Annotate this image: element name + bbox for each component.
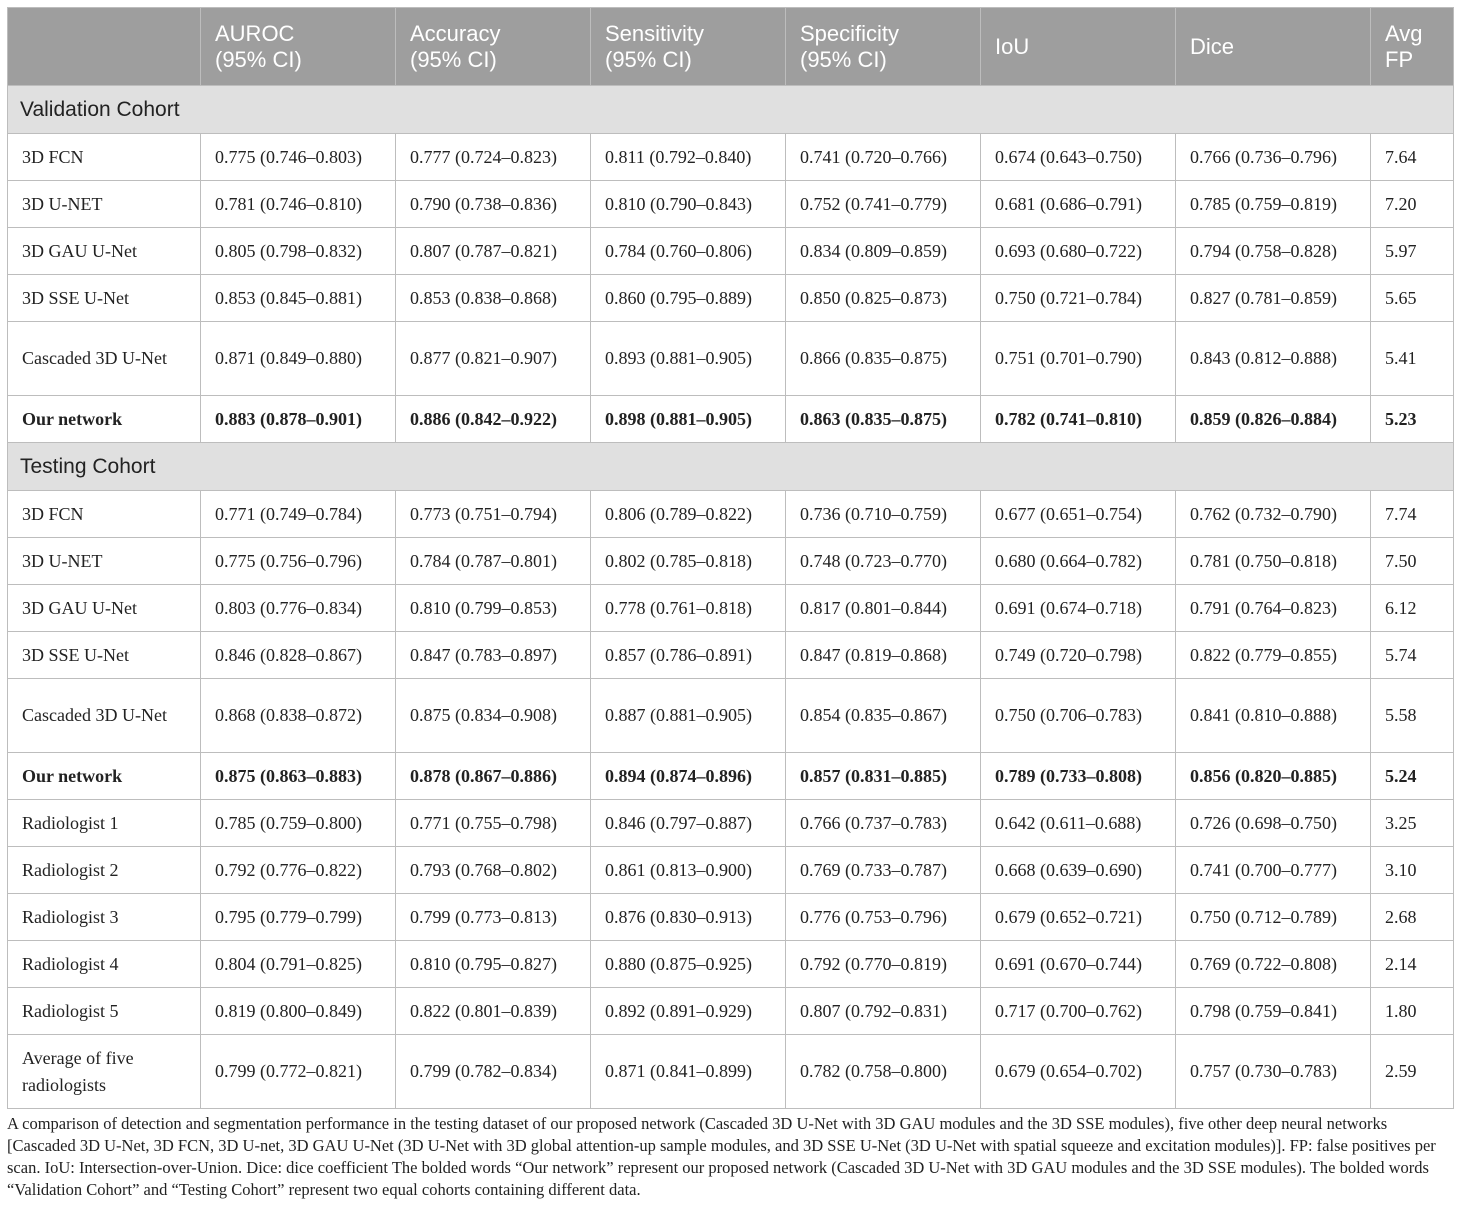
value-cell: 0.741 (0.720–0.766) [786,134,981,181]
value-cell: 0.782 (0.758–0.800) [786,1035,981,1109]
table-row [8,632,1454,679]
value-cell: 5.58 [1371,679,1454,753]
value-cell: 0.793 (0.768–0.802) [396,847,591,894]
value-cell: 0.751 (0.701–0.790) [981,322,1176,396]
value-cell: 0.819 (0.800–0.849) [201,988,396,1035]
value-cell: 0.752 (0.741–0.779) [786,181,981,228]
value-cell: 0.827 (0.781–0.859) [1176,275,1371,322]
method-cell: Average of five radiologists [8,1035,201,1109]
value-cell: 0.804 (0.791–0.825) [201,941,396,988]
value-cell: 0.777 (0.724–0.823) [396,134,591,181]
method-cell: Radiologist 4 [8,941,201,988]
value-cell: 0.810 (0.795–0.827) [396,941,591,988]
value-cell: 0.748 (0.723–0.770) [786,538,981,585]
value-cell: 0.834 (0.809–0.859) [786,228,981,275]
value-cell: 0.750 (0.712–0.789) [1176,894,1371,941]
value-cell: 0.880 (0.875–0.925) [591,941,786,988]
value-cell: 2.59 [1371,1035,1454,1109]
value-cell: 0.875 (0.834–0.908) [396,679,591,753]
value-cell: 5.97 [1371,228,1454,275]
value-cell: 0.776 (0.753–0.796) [786,894,981,941]
value-cell: 0.875 (0.863–0.883) [201,753,396,800]
value-cell: 0.876 (0.830–0.913) [591,894,786,941]
table-body [8,86,1454,1109]
value-cell: 0.778 (0.761–0.818) [591,585,786,632]
value-cell: 0.871 (0.849–0.880) [201,322,396,396]
method-cell: 3D U-NET [8,181,201,228]
value-cell: 0.677 (0.651–0.754) [981,491,1176,538]
value-cell: 6.12 [1371,585,1454,632]
method-cell: 3D GAU U-Net [8,585,201,632]
value-cell: 0.799 (0.772–0.821) [201,1035,396,1109]
value-cell: 0.810 (0.799–0.853) [396,585,591,632]
header-cell: Dice [1176,8,1371,86]
cohort-label: Testing Cohort [8,443,1454,491]
value-cell: 0.856 (0.820–0.885) [1176,753,1371,800]
value-cell: 0.679 (0.652–0.721) [981,894,1176,941]
value-cell: 0.850 (0.825–0.873) [786,275,981,322]
value-cell: 0.863 (0.835–0.875) [786,396,981,443]
method-cell: Our network [8,396,201,443]
table-row [8,894,1454,941]
table-row [8,134,1454,181]
value-cell: 0.693 (0.680–0.722) [981,228,1176,275]
value-cell: 0.784 (0.760–0.806) [591,228,786,275]
value-cell: 0.802 (0.785–0.818) [591,538,786,585]
value-cell: 0.781 (0.750–0.818) [1176,538,1371,585]
value-cell: 0.843 (0.812–0.888) [1176,322,1371,396]
value-cell: 0.861 (0.813–0.900) [591,847,786,894]
value-cell: 0.807 (0.792–0.831) [786,988,981,1035]
value-cell: 0.782 (0.741–0.810) [981,396,1176,443]
method-cell: 3D SSE U-Net [8,275,201,322]
value-cell: 0.792 (0.770–0.819) [786,941,981,988]
header-row [8,8,1454,86]
value-cell: 0.822 (0.801–0.839) [396,988,591,1035]
value-cell: 0.784 (0.787–0.801) [396,538,591,585]
value-cell: 0.681 (0.686–0.791) [981,181,1176,228]
value-cell: 0.726 (0.698–0.750) [1176,800,1371,847]
value-cell: 0.822 (0.779–0.855) [1176,632,1371,679]
table-row [8,491,1454,538]
value-cell: 0.691 (0.670–0.744) [981,941,1176,988]
value-cell: 0.781 (0.746–0.810) [201,181,396,228]
method-cell: Our network [8,753,201,800]
header-cell: Sensitivity (95% CI) [591,8,786,86]
value-cell: 0.810 (0.790–0.843) [591,181,786,228]
header-cell: Avg FP [1371,8,1454,86]
table-figure [7,7,1453,1201]
value-cell: 0.846 (0.828–0.867) [201,632,396,679]
value-cell: 0.642 (0.611–0.688) [981,800,1176,847]
value-cell: 5.74 [1371,632,1454,679]
value-cell: 0.798 (0.759–0.841) [1176,988,1371,1035]
value-cell: 0.792 (0.776–0.822) [201,847,396,894]
value-cell: 0.790 (0.738–0.836) [396,181,591,228]
value-cell: 0.860 (0.795–0.889) [591,275,786,322]
value-cell: 0.750 (0.721–0.784) [981,275,1176,322]
table-row [8,275,1454,322]
table-caption: A comparison of detection and segmentation performance in the testing dataset of our proposed network (Cascaded 3D U-Net with 3D GAU modules and the 3D SSE modules), five other deep neural networks [Cascaded 3D U-Net, 3D FCN, 3D U-net, 3D GAU U-Net (3D U-Net with 3D global attention-up sample modules, and 3D SSE U-Net (3D U-Net with spatial squeeze and excitation modules)]. FP: false positives per scan. IoU: Intersection-over-Union. Dice: dice coefficient The bolded words “Our network” represent our proposed network (Cascaded 3D U-Net with 3D GAU modules and the 3D SSE modules). The bolded words “Validation Cohort” and “Testing Cohort” represent two equal cohorts containing different data. [7,1114,1436,1199]
value-cell: 5.41 [1371,322,1454,396]
value-cell: 0.898 (0.881–0.905) [591,396,786,443]
table-row [8,396,1454,443]
header-cell: IoU [981,8,1176,86]
value-cell: 5.24 [1371,753,1454,800]
value-cell: 0.775 (0.756–0.796) [201,538,396,585]
method-cell: 3D FCN [8,491,201,538]
value-cell: 0.871 (0.841–0.899) [591,1035,786,1109]
value-cell: 0.892 (0.891–0.929) [591,988,786,1035]
value-cell: 0.736 (0.710–0.759) [786,491,981,538]
header-cell: AUROC (95% CI) [201,8,396,86]
value-cell: 7.50 [1371,538,1454,585]
results-table [7,7,1454,1109]
value-cell: 3.10 [1371,847,1454,894]
header-cell [8,8,201,86]
value-cell: 0.769 (0.733–0.787) [786,847,981,894]
value-cell: 2.68 [1371,894,1454,941]
value-cell: 0.859 (0.826–0.884) [1176,396,1371,443]
value-cell: 0.877 (0.821–0.907) [396,322,591,396]
cohort-label: Validation Cohort [8,86,1454,134]
method-cell: 3D GAU U-Net [8,228,201,275]
value-cell: 0.841 (0.810–0.888) [1176,679,1371,753]
value-cell: 0.680 (0.664–0.782) [981,538,1176,585]
header-cell: Accuracy (95% CI) [396,8,591,86]
value-cell: 5.65 [1371,275,1454,322]
method-cell: Cascaded 3D U-Net [8,322,201,396]
value-cell: 7.20 [1371,181,1454,228]
value-cell: 0.847 (0.819–0.868) [786,632,981,679]
value-cell: 0.791 (0.764–0.823) [1176,585,1371,632]
value-cell: 0.674 (0.643–0.750) [981,134,1176,181]
value-cell: 0.679 (0.654–0.702) [981,1035,1176,1109]
value-cell: 0.811 (0.792–0.840) [591,134,786,181]
value-cell: 0.771 (0.755–0.798) [396,800,591,847]
method-cell: Radiologist 2 [8,847,201,894]
value-cell: 0.766 (0.736–0.796) [1176,134,1371,181]
table-row [8,753,1454,800]
method-cell: 3D FCN [8,134,201,181]
method-cell: Radiologist 3 [8,894,201,941]
value-cell: 0.806 (0.789–0.822) [591,491,786,538]
value-cell: 0.868 (0.838–0.872) [201,679,396,753]
value-cell: 0.766 (0.737–0.783) [786,800,981,847]
value-cell: 5.23 [1371,396,1454,443]
value-cell: 0.691 (0.674–0.718) [981,585,1176,632]
value-cell: 0.750 (0.706–0.783) [981,679,1176,753]
value-cell: 0.857 (0.831–0.885) [786,753,981,800]
method-cell: Cascaded 3D U-Net [8,679,201,753]
value-cell: 0.854 (0.835–0.867) [786,679,981,753]
table-row [8,538,1454,585]
value-cell: 0.847 (0.783–0.897) [396,632,591,679]
value-cell: 0.853 (0.845–0.881) [201,275,396,322]
value-cell: 0.775 (0.746–0.803) [201,134,396,181]
value-cell: 0.878 (0.867–0.886) [396,753,591,800]
method-cell: Radiologist 1 [8,800,201,847]
value-cell: 1.80 [1371,988,1454,1035]
value-cell: 2.14 [1371,941,1454,988]
table-row [8,228,1454,275]
value-cell: 0.785 (0.759–0.800) [201,800,396,847]
value-cell: 0.785 (0.759–0.819) [1176,181,1371,228]
value-cell: 0.771 (0.749–0.784) [201,491,396,538]
method-cell: Radiologist 5 [8,988,201,1035]
value-cell: 0.757 (0.730–0.783) [1176,1035,1371,1109]
value-cell: 0.853 (0.838–0.868) [396,275,591,322]
value-cell: 0.857 (0.786–0.891) [591,632,786,679]
value-cell: 3.25 [1371,800,1454,847]
value-cell: 0.773 (0.751–0.794) [396,491,591,538]
table-row [8,800,1454,847]
header-cell: Specificity (95% CI) [786,8,981,86]
cohort-row [8,443,1454,491]
value-cell: 0.894 (0.874–0.896) [591,753,786,800]
value-cell: 0.817 (0.801–0.844) [786,585,981,632]
table-row [8,941,1454,988]
value-cell: 0.789 (0.733–0.808) [981,753,1176,800]
value-cell: 0.846 (0.797–0.887) [591,800,786,847]
value-cell: 0.886 (0.842–0.922) [396,396,591,443]
value-cell: 0.805 (0.798–0.832) [201,228,396,275]
table-row [8,181,1454,228]
table-row [8,679,1454,753]
value-cell: 0.883 (0.878–0.901) [201,396,396,443]
table-row [8,988,1454,1035]
value-cell: 0.799 (0.773–0.813) [396,894,591,941]
value-cell: 0.769 (0.722–0.808) [1176,941,1371,988]
value-cell: 0.749 (0.720–0.798) [981,632,1176,679]
value-cell: 0.717 (0.700–0.762) [981,988,1176,1035]
method-cell: 3D U-NET [8,538,201,585]
value-cell: 0.762 (0.732–0.790) [1176,491,1371,538]
table-row [8,1035,1454,1109]
value-cell: 7.64 [1371,134,1454,181]
value-cell: 0.794 (0.758–0.828) [1176,228,1371,275]
value-cell: 0.799 (0.782–0.834) [396,1035,591,1109]
value-cell: 0.866 (0.835–0.875) [786,322,981,396]
method-cell: 3D SSE U-Net [8,632,201,679]
value-cell: 0.741 (0.700–0.777) [1176,847,1371,894]
value-cell: 0.803 (0.776–0.834) [201,585,396,632]
table-row [8,585,1454,632]
value-cell: 0.887 (0.881–0.905) [591,679,786,753]
table-row [8,847,1454,894]
value-cell: 0.893 (0.881–0.905) [591,322,786,396]
value-cell: 0.668 (0.639–0.690) [981,847,1176,894]
value-cell: 0.807 (0.787–0.821) [396,228,591,275]
cohort-row [8,86,1454,134]
value-cell: 0.795 (0.779–0.799) [201,894,396,941]
value-cell: 7.74 [1371,491,1454,538]
table-row [8,322,1454,396]
